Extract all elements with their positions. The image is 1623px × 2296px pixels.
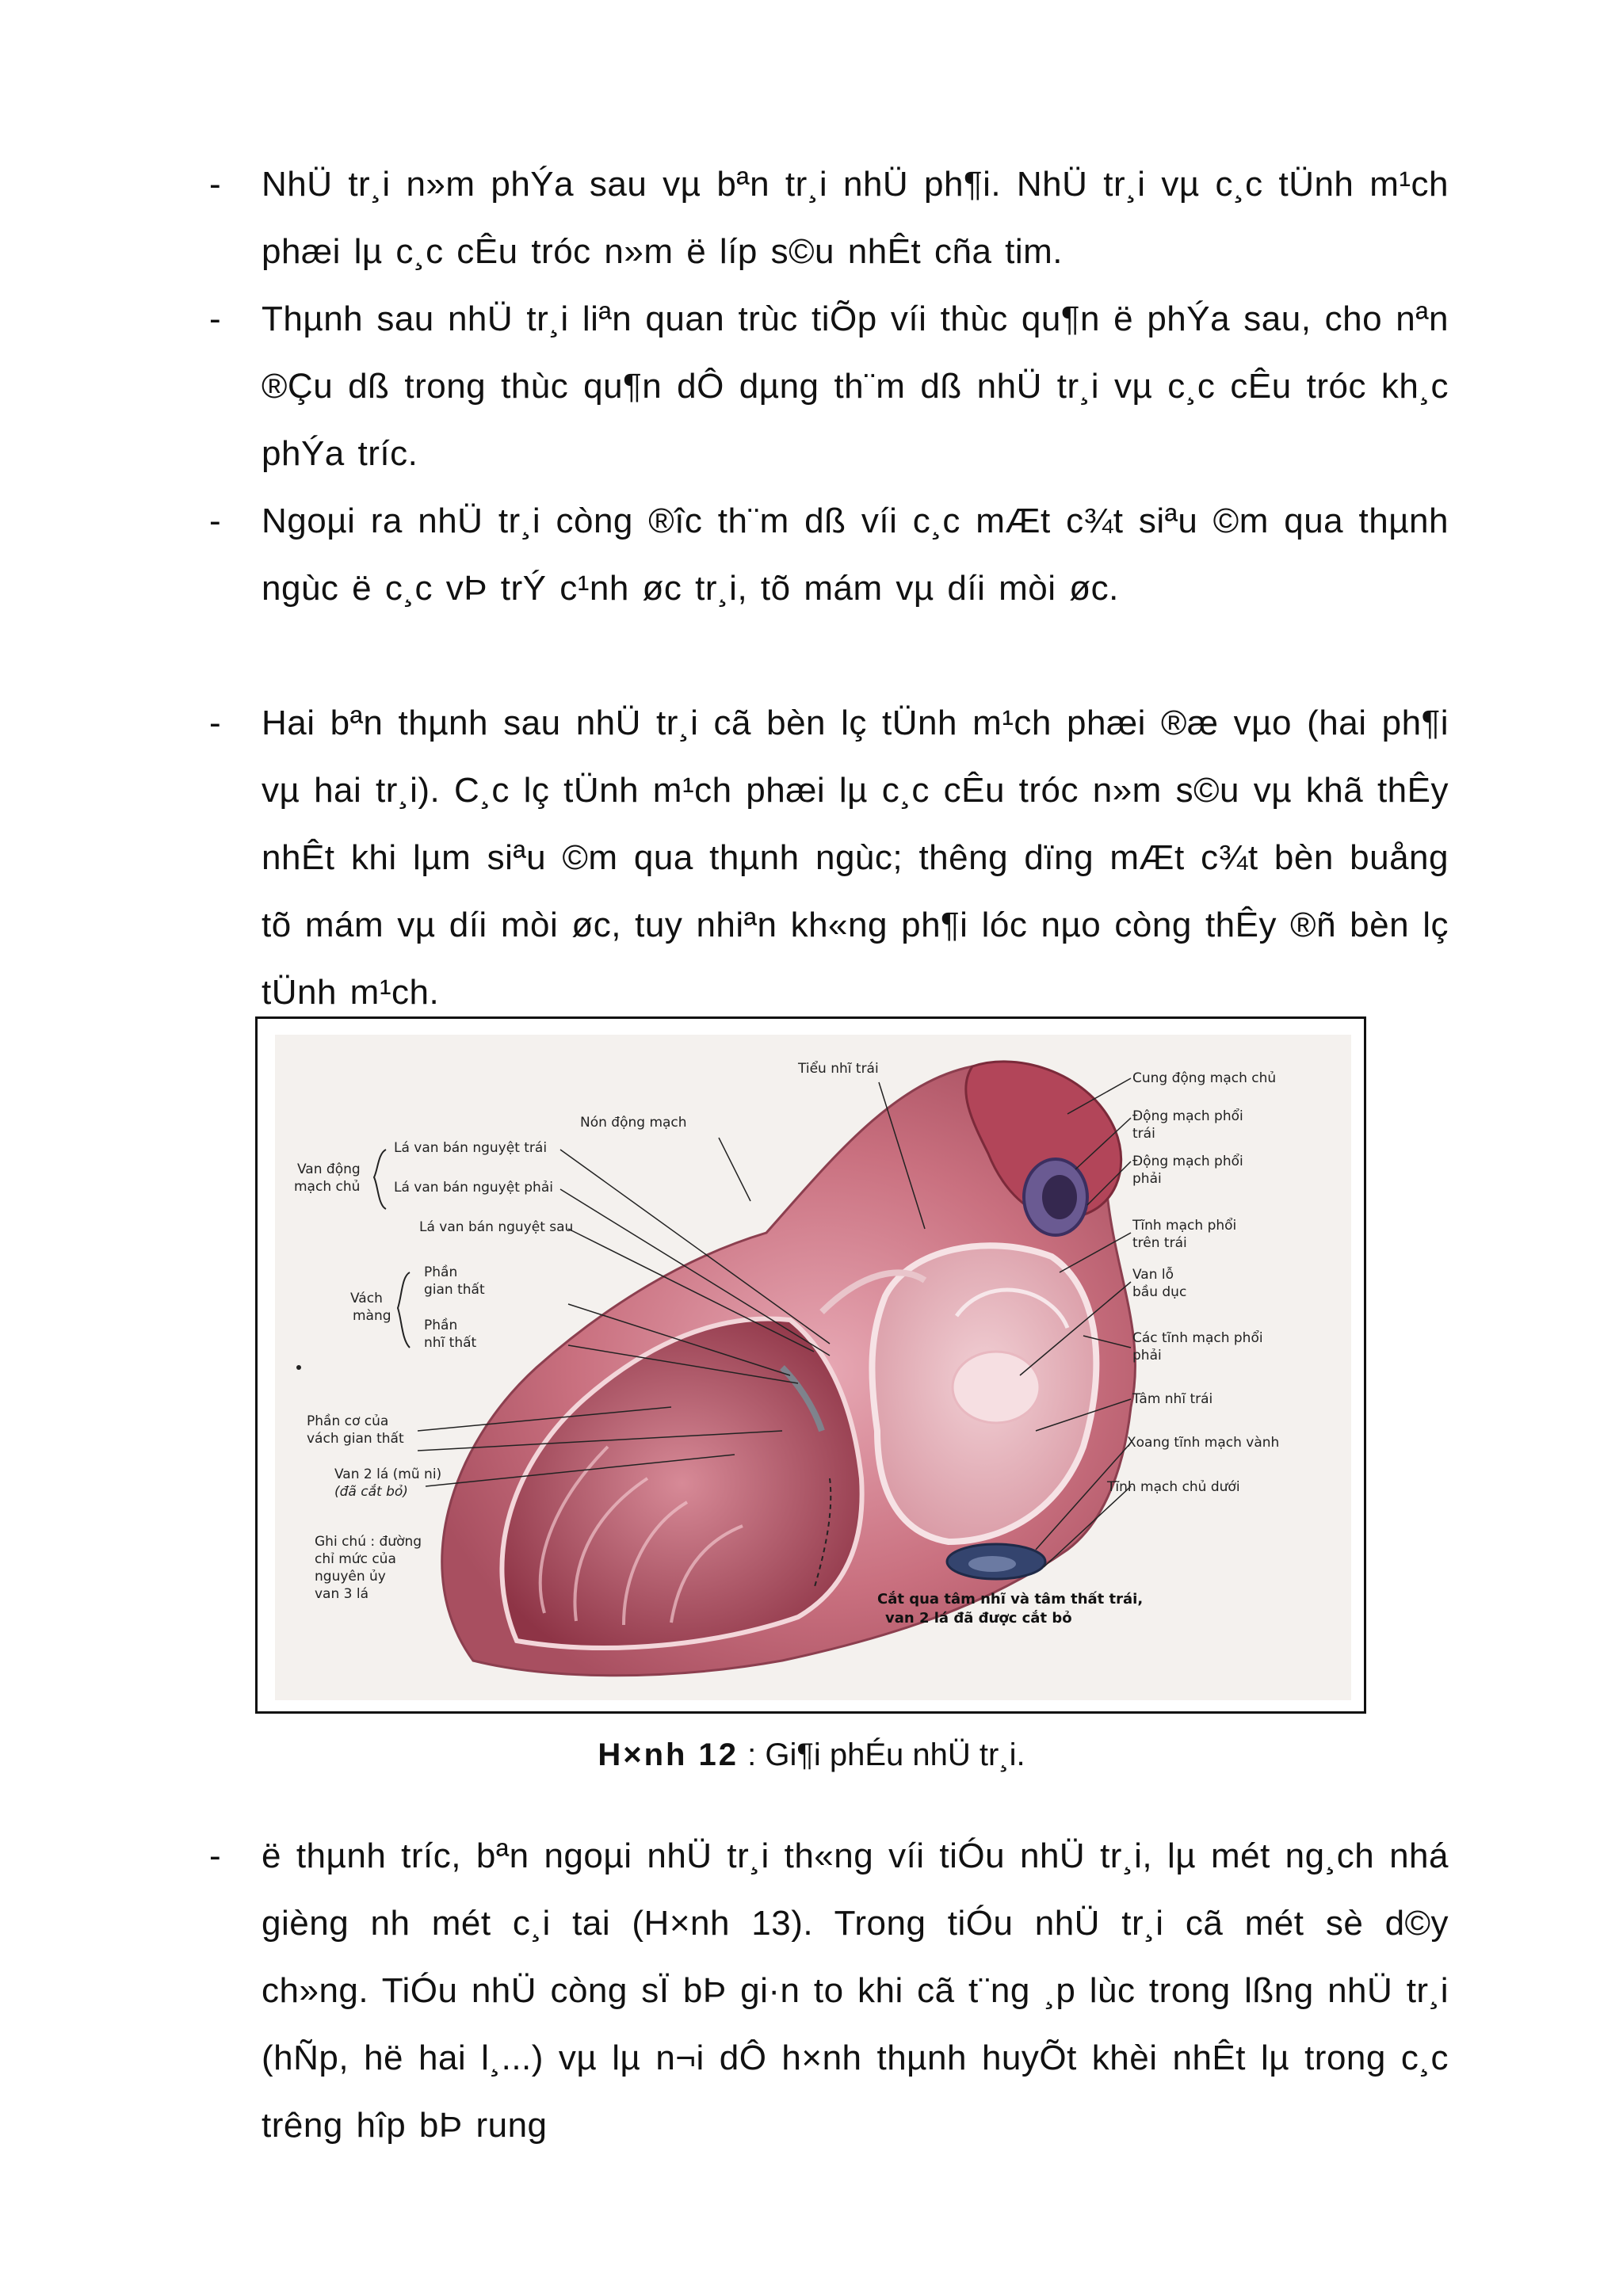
figure-note-line-2: van 2 lá đã được cắt bỏ (885, 1610, 1072, 1627)
paragraph: Ngoµi ra nhÜ tr¸i còng ®îc th¨m dß víi c¸c mÆt c¾t siªu ©m qua thµnh ngùc ë c¸c vÞ trÝ c¹nh øc tr¸i, tõ mám vµ díi mòi øc. (262, 502, 1449, 608)
label-dm-phoi-phai-2: phải (1132, 1171, 1162, 1187)
label-phan-gian-that-2: gian thất (424, 1282, 485, 1298)
label-cung-dong-mach-chu: Cung động mạch chủ (1132, 1070, 1277, 1086)
bullet-dash: - (209, 704, 221, 742)
bullet-dash: - (209, 1836, 221, 1875)
label-dm-phoi-trai: Động mạch phổi (1132, 1108, 1243, 1124)
bullet-item (209, 285, 1449, 487)
pulmonary-artery-lumen (1042, 1175, 1077, 1219)
label-phan-gian-that: Phần (424, 1264, 458, 1280)
label-tm-phoi-tren-trai: Tĩnh mạch phổi (1132, 1218, 1237, 1234)
label-tieu-nhi-trai: Tiểu nhĩ trái (798, 1061, 879, 1077)
label-ghi-chu: Ghi chú : đường (315, 1534, 422, 1550)
figure-caption (0, 1731, 1623, 1779)
label-van-2-la-2: (đã cắt bỏ) (334, 1484, 408, 1500)
bullet-dash: - (209, 299, 221, 338)
label-van-lo: Van lỗ (1132, 1267, 1174, 1283)
heart-anatomy-figure (255, 1016, 1366, 1714)
paragraph: NhÜ tr¸i n»m phÝa sau vµ bªn tr¸i nhÜ ph¶i. NhÜ tr¸i vµ c¸c tÜnh m¹ch phæi lµ c¸c cÊu tróc n»m ë líp s©u nhÊt cña tim. (262, 165, 1449, 271)
label-la-van-phai: Lá van bán nguyệt phải (394, 1180, 553, 1196)
label-la-van-sau: Lá van bán nguyệt sau (419, 1219, 574, 1235)
label-la-van-trai: Lá van bán nguyệt trái (394, 1140, 548, 1156)
label-phan-co-2: vách gian thất (307, 1431, 404, 1447)
fossa-ovalis (953, 1352, 1040, 1423)
label-xoang-tm-vanh: Xoang tĩnh mạch vành (1127, 1435, 1280, 1451)
bullet-item (209, 1822, 1449, 2159)
figure-dot (296, 1365, 301, 1370)
label-tm-phoi-tren-trai-2: trên trái (1132, 1235, 1187, 1251)
label-vach-mang: Vách (350, 1291, 383, 1306)
label-phan-nhi-that: Phần (424, 1318, 458, 1333)
label-tm-chu-duoi: Tĩnh mạch chủ dưới (1107, 1479, 1240, 1495)
paragraph: Thµnh sau nhÜ tr¸i liªn quan trùc tiÕp víi thùc qu¶n ë phÝa sau, cho nªn ®Çu dß trong thùc qu¶n dÔ dµng th¨m dß nhÜ tr¸i vµ c¸c cÊu tróc kh¸c phÝa tríc. (262, 299, 1449, 473)
label-tam-nhi-trai: Tâm nhĩ trái (1132, 1391, 1213, 1407)
caption-label: H×nh 12 (598, 1737, 739, 1772)
label-ghi-chu-3: nguyên ủy (315, 1569, 386, 1585)
label-vach-mang-2: màng (353, 1308, 391, 1324)
bullet-dash: - (209, 502, 221, 540)
label-dm-phoi-trai-2: trái (1132, 1126, 1155, 1142)
label-phan-nhi-that-2: nhĩ thất (424, 1335, 477, 1351)
bullet-dash: - (209, 165, 221, 204)
paragraph: Hai bªn thµnh sau nhÜ tr¸i cã bèn lç tÜnh m¹ch phæi ®æ vµo (hai ph¶i vµ hai tr¸i). C¸c lç tÜnh m¹ch phæi lµ c¸c cÊu tróc n»m s©u vµ khã thÊy nhÊt khi lµm siªu ©m qua thµnh ngùc; thêng dïng mÆt c¾t bèn buång tõ mám vµ díi mòi øc, tuy nhiªn kh«ng ph¶i lóc nµo còng thÊy ®ñ bèn lç tÜnh m¹ch. (262, 704, 1449, 1012)
bullet-item (209, 689, 1449, 1026)
heart-illustration (275, 1035, 1351, 1700)
figure-note-line-1: Cắt qua tâm nhĩ và tâm thất trái, (877, 1591, 1144, 1608)
label-ghi-chu-2: chỉ mức của (315, 1551, 396, 1567)
caption-text: : Gi¶i phÉu nhÜ tr¸i. (747, 1737, 1025, 1772)
label-van-lo-2: bầu dục (1132, 1284, 1187, 1300)
label-phan-co: Phần cơ của (307, 1413, 389, 1429)
coronary-sinus-lumen (968, 1556, 1016, 1572)
label-dm-phoi-phai: Động mạch phổi (1132, 1154, 1243, 1169)
label-van-dm-chu: Van động (297, 1161, 361, 1177)
label-non-dong-mach: Nón động mạch (580, 1115, 687, 1131)
label-tm-phoi-phai: Các tĩnh mạch phổi (1132, 1330, 1263, 1346)
label-van-2-la: Van 2 lá (mũ ni) (334, 1466, 442, 1482)
label-ghi-chu-4: van 3 lá (315, 1586, 369, 1602)
paragraph: ë thµnh tríc, bªn ngoµi nhÜ tr¸i th«ng víi tiÓu nhÜ tr¸i, lµ mét ng¸ch nhá gièng nh mét c¸i tai (H×nh 13). Trong tiÓu nhÜ tr¸i cã mét sè d©y ch»ng. TiÓu nhÜ còng sÏ bÞ gi·n to khi cã t¨ng ¸p lùc trong lßng nhÜ tr¸i (hÑp, hë hai l¸...) vµ lµ n¬i dÔ h×nh thµnh huyÕt khèi nhÊt lµ trong c¸c trêng hîp bÞ rung (262, 1836, 1449, 2145)
label-tm-phoi-phai-2: phải (1132, 1348, 1162, 1363)
bullet-item (209, 151, 1449, 285)
label-van-dm-chu-2: mạch chủ (294, 1179, 361, 1195)
bullet-item (209, 487, 1449, 622)
